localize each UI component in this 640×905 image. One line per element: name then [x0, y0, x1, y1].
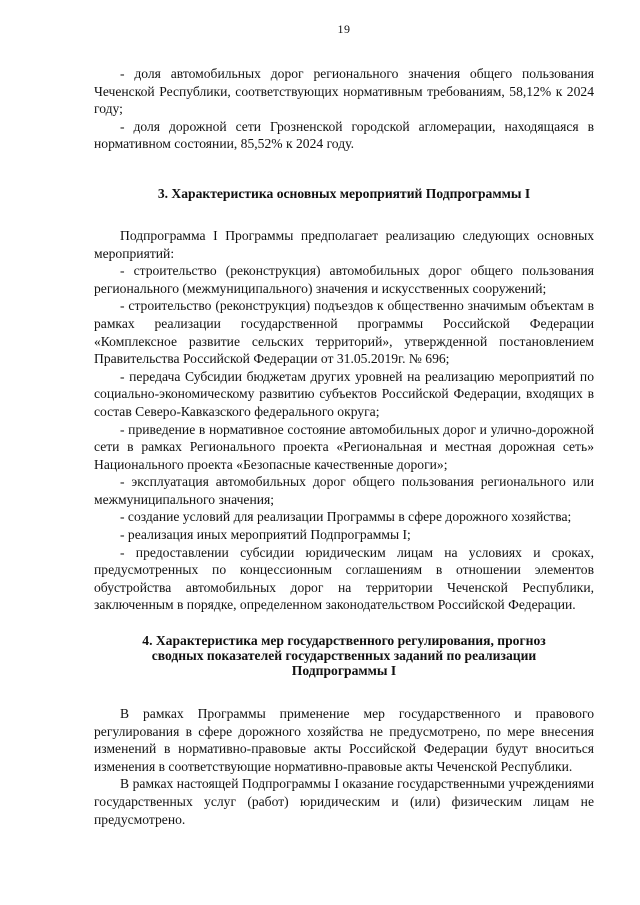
section-3-item-3: - передача Субсидии бюджетам других уровней на реализацию мероприятий по социально-экономическому развитию субъектов Российской Федерации, входящих в состав Северо-Кавказского федерального округа;	[94, 368, 594, 419]
section-3-item-6: - создание условий для реализации Программы в сфере дорожного хозяйства;	[120, 509, 572, 525]
section-3-item-2: - строительство (реконструкция) подъездов к общественно значимым объектам в рамках реализации государственной программы Российской Федерации «Комплексное развитие сельских территорий», утвержденной постановлением Правительства Российской Федерации от 31.05.2019г. № 696;	[94, 298, 594, 367]
section-3-lead: Подпрограмма I Программы предполагает реализацию следующих основных мероприятий:	[94, 227, 594, 261]
section-4-heading-line-1: 4. Характеристика мер государственного регулирования, прогноз	[142, 633, 546, 649]
section-4-paragraph-2: В рамках настоящей Подпрограммы I оказание государственными учреждениями государственных услуг (работ) юридическим и (или) физическим лицам не предусмотрено.	[94, 776, 594, 827]
section-4-paragraph-1: В рамках Программы применение мер государственного и правового регулирования в сфере дорожного хозяйства не предусмотрено, по мере внесения изменений в нормативно-правовые акты Российской Федерации будут вноситься изменения в соответствующие нормативно-правовые акты Чеченской Республики.	[94, 706, 594, 774]
section-4-heading-line-2: сводных показателей государственных заданий по реализации	[151, 648, 537, 664]
section-3-item-5: - эксплуатация автомобильных дорог общего пользования регионального или межмуниципального значения;	[94, 474, 594, 507]
section-3-item-7: - реализация иных мероприятий Подпрограммы I;	[120, 527, 411, 543]
intro-paragraph-2: - доля дорожной сети Грозненской городской агломерации, находящаяся в нормативном состоянии, 85,52% к 2024 году.	[94, 118, 594, 152]
section-4-heading	[94, 633, 594, 678]
section-3-item-8: - предоставлении субсидии юридическим лицам на условиях и сроках, предусмотренных по концессионным соглашениям в отношении элементов обустройства автомобильных дорог на территории Чеченской Республики, заключенным в порядке, определенном законодательством Российской Федерации.	[94, 544, 594, 613]
section-3-item-4: - приведение в нормативное состояние автомобильных дорог и улично-дорожной сети в рамках Регионального проекта «Региональная и местная дорожная сеть» Национального проекта «Безопасные качественные дороги»;	[94, 421, 594, 472]
page-number: 19	[337, 22, 351, 36]
document-page	[94, 22, 594, 828]
intro-paragraph-1: - доля автомобильных дорог регионального значения общего пользования Чеченской Республики, соответствующих нормативным требованиям, 58,12% к 2024 году;	[94, 66, 594, 117]
section-3-item-1: - строительство (реконструкция) автомобильных дорог общего пользования регионального (межмуниципального) значения и искусственных сооружений;	[94, 263, 594, 296]
section-3-heading: 3. Характеристика основных мероприятий Подпрограммы I	[157, 185, 531, 201]
section-4-heading-line-3: Подпрограммы I	[291, 663, 397, 679]
